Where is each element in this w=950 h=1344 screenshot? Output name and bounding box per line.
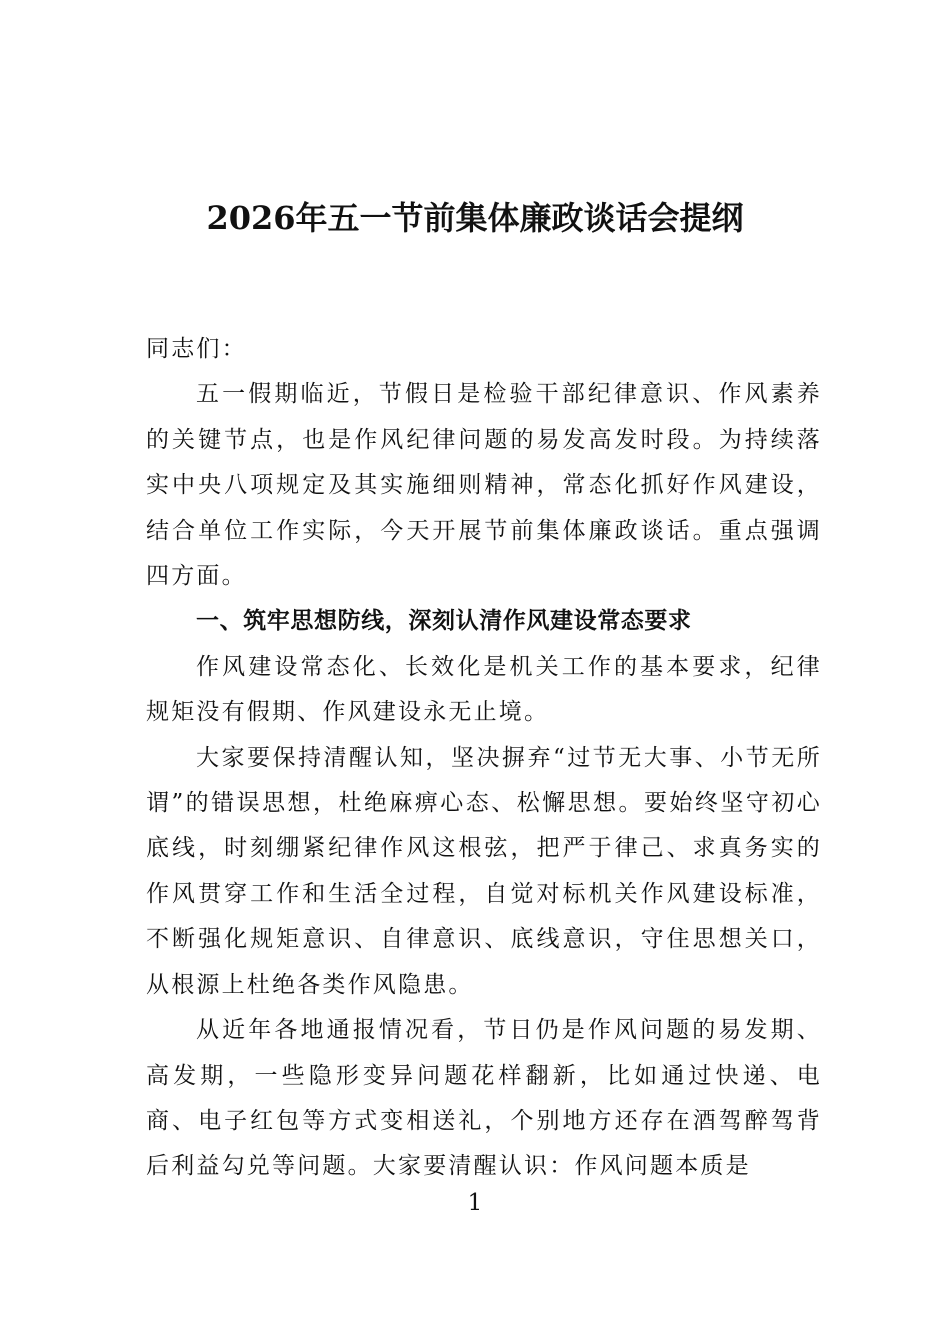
page-number: 1 (467, 1190, 483, 1216)
paragraph-intro: 五一假期临近，节假日是检验干部纪律意识、作风素养的关键节点，也是作风纪律问题的易发高发时段。为持续落实中央八项规定及其实施细则精神，常态化抓好作风建设，结合单位工作实际，今天开展节前集体廉政谈话。重点强调四方面。 (146, 381, 822, 590)
document-title: 2026年五一节前集体廉政谈话会提纲 (206, 199, 744, 237)
paragraph-2: 作风建设常态化、长效化是机关工作的基本要求，纪律规矩没有假期、作风建设永无止境。 (146, 653, 822, 726)
document-body (146, 327, 822, 1190)
salutation: 同志们： (146, 336, 247, 362)
paragraph-4: 从近年各地通报情况看，节日仍是作风问题的易发期、高发期，一些隐形变异问题花样翻新，比如通过快递、电商、电子红包等方式变相送礼，个别地方还存在酒驾醉驾背后利益勾兑等问题。大家要清醒认识：作风问题本质是 (146, 1017, 822, 1180)
section-heading-1: 一、筑牢思想防线，深刻认清作风建设常态要求 (196, 608, 692, 635)
paragraph-3: 大家要保持清醒认知，坚决摒弃“过节无大事、小节无所谓”的错误思想，杜绝麻痹心态、松懈思想。要始终坚守初心底线，时刻绷紧纪律作风这根弦，把严于律己、求真务实的作风贯穿工作和生活全过程，自觉对标机关作风建设标准，不断强化规矩意识、自律意识、底线意识，守住思想关口，从根源上杜绝各类作风隐患。 (146, 744, 822, 998)
